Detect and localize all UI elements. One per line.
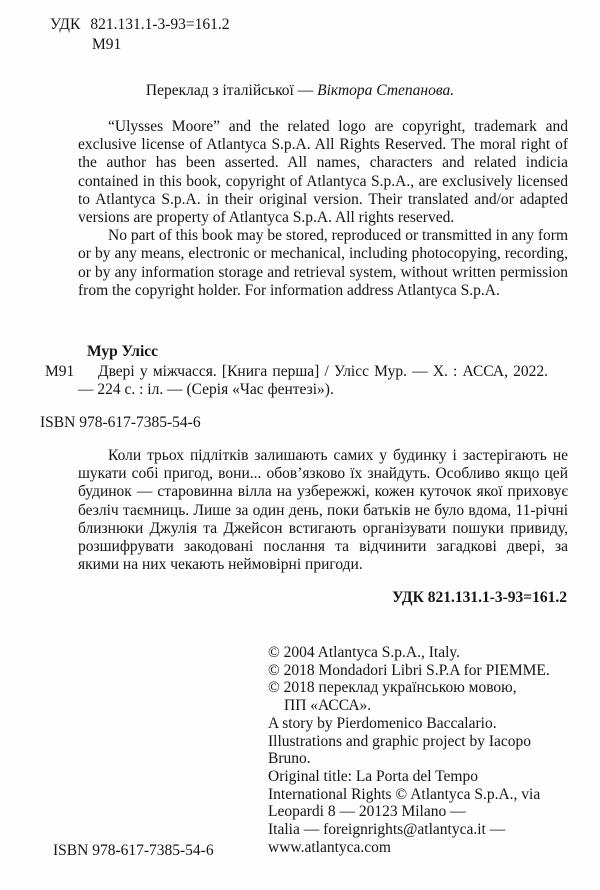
copyright-block — [268, 644, 550, 856]
english-rights-paragraph-1: “Ulysses Moore” and the related logo are copyright, trademark and exclusive license of Atlantyca S.p.A. All Rights Reserved. The moral right of the author has been asserted. All names, characters and related indicia contained in this book, copyright of Atlantyca S.p.A., are exclusively licensed to Atlantyca S.p.A. in their original version. Their translated and/or adapted versions are property of Atlantyca S.p.A. All rights reserved. — [78, 118, 568, 227]
copyright-line: A story by Pierdomenico Baccalario. — [268, 714, 497, 732]
udc-label: УДК — [50, 16, 81, 33]
copyright-line: Bruno. — [268, 750, 311, 768]
copyright-line: Original title: La Porta del Tempo — [268, 767, 478, 785]
annotation-paragraph: Коли трьох підлітків залишають самих у будинку і застерігають не шукати собі пригод, вони... обов’язково їх знайдуть. Особливо якщо цей будинок — старовинна вілла на узбережжі, кожен куточок якої приховує безліч таємниць. Лише за один день, поки батьків не було вдома, 11-річні близнюки Джулія та Джейсон встигають організувати пошуки привиду, розшифрувати закодовані послання та відчинити загадкові двері, за якими на них чекають неймовірні пригоди. — [78, 447, 568, 574]
translator-credit-prefix: Переклад з італійської — — [145, 82, 318, 99]
udc-value: 821.131.1-3-93=161.2 — [90, 16, 230, 33]
copyright-line: Leopardi 8 — 20123 Milano — — [268, 803, 466, 821]
udc-classification-bottom: УДК 821.131.1-3-93=161.2 — [392, 589, 567, 606]
copyright-line: © 2018 Mondadori Libri S.P.A for PIEMME. — [268, 661, 550, 679]
isbn-bottom: ISBN 978-617-7385-54-6 — [53, 842, 214, 859]
udc-classification-block — [50, 15, 230, 55]
copyright-line: Italia — foreignrights@atlantyca.it — — [268, 821, 506, 839]
copyright-line: Illustrations and graphic project by Iacopo — [268, 732, 531, 750]
copyright-line: © 2004 Atlantyca S.p.A., Italy. — [268, 644, 461, 661]
udc-classification-line — [50, 15, 230, 35]
copyright-line: www.atlantyca.com — [268, 838, 391, 856]
english-rights-paragraph-2: No part of this book may be stored, reproduced or transmitted in any form or by any means, electronic or mechanical, including photocopying, recording, or by any information storage and retrieval system, without written permission from the copyright holder. For information address Atlantyca S.p.A. — [78, 227, 568, 299]
copyright-line: ПП «АССА». — [284, 697, 372, 715]
catalog-author-code: М91 — [45, 363, 75, 380]
translator-credit — [0, 82, 600, 100]
catalog-entry: Двері у міжчасся. [Книга перша] / Улісс Мур. — Х. : АССА, 2022. — 224 с. : іл. — (Серія «Час фентезі»). — [78, 363, 548, 399]
copyright-line: © 2018 переклад українською мовою, — [268, 679, 517, 697]
translator-name: Віктора Степанова. — [317, 82, 455, 99]
author-sign-code: М91 — [92, 36, 122, 53]
english-rights-block — [78, 118, 568, 300]
isbn-catalog: ISBN 978-617-7385-54-6 — [40, 414, 201, 431]
catalog-author-heading: Мур Улісс — [87, 343, 159, 360]
copyright-line: International Rights © Atlantyca S.p.A., via — [268, 785, 541, 803]
